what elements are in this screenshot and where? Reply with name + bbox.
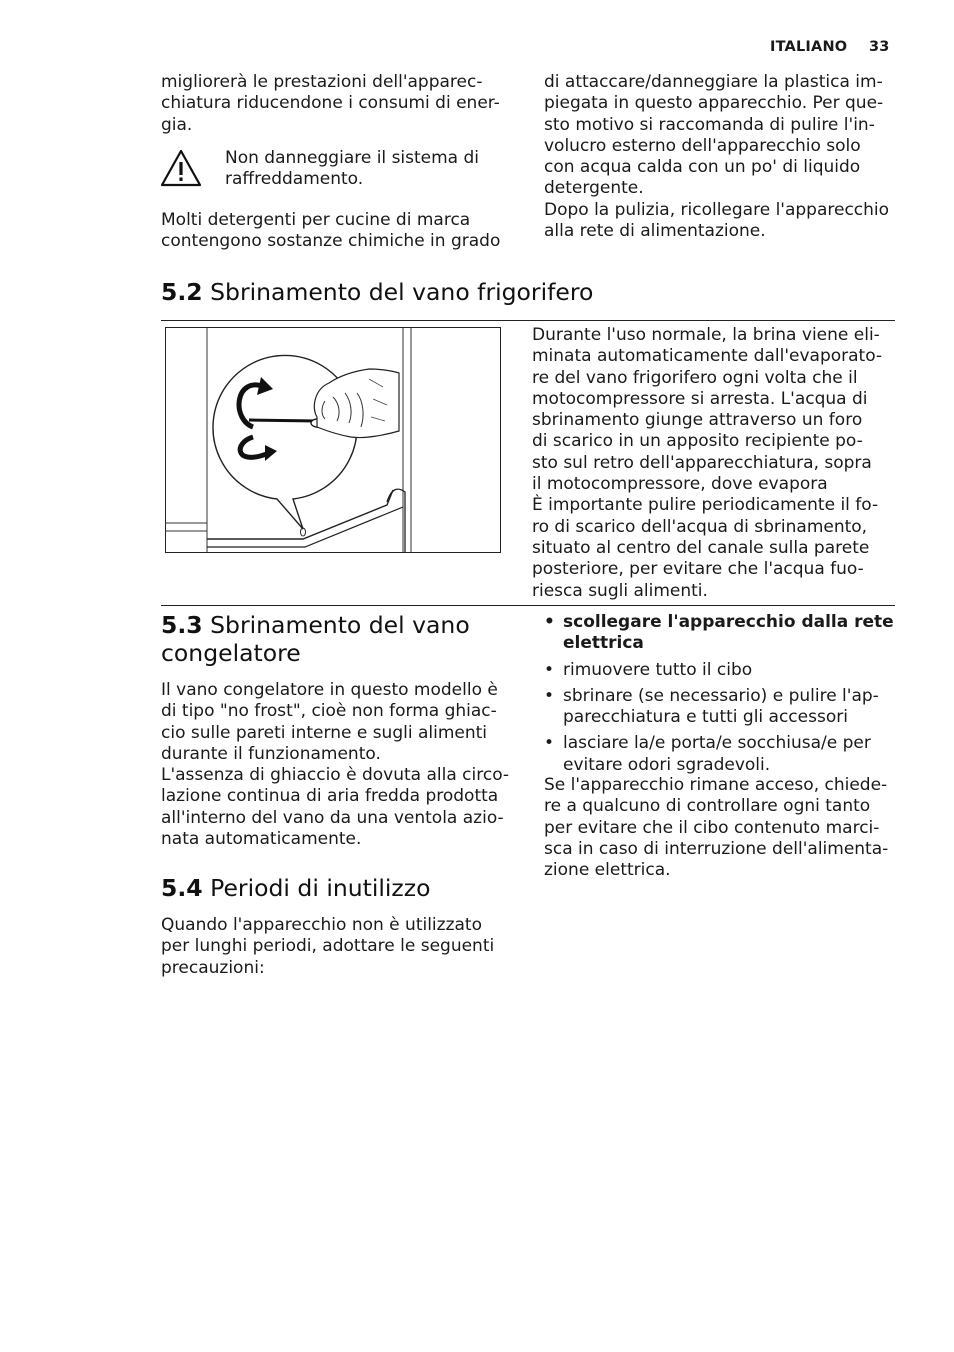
text-line: zione elettrica. [544, 860, 671, 881]
text-line: re del vano frigorifero ogni volta che il [532, 367, 858, 388]
intro-left-paragraph [161, 72, 521, 136]
text-line: Non danneggiare il sistema di [225, 148, 480, 168]
text-line: sbrinamento giunge attraverso un foro [532, 410, 863, 431]
text-line: con acqua calda con un po' di liquido [544, 157, 861, 178]
text-line: di tipo "no frost", cioè non forma ghiac- [161, 701, 497, 722]
text-line: durante il funzionamento. [161, 743, 381, 764]
text-line: Durante l'uso normale, la brina viene eli- [532, 325, 880, 345]
text-line: • scollegare l'apparecchio dalla rete [563, 612, 894, 632]
section-heading-5-3 [161, 611, 521, 667]
section-5-4-after-paragraph [544, 775, 904, 881]
section-rule [161, 320, 895, 321]
text-line: alla rete di alimentazione. [544, 221, 766, 242]
section-number: 5.3 [161, 611, 203, 639]
text-line: Quando l'apparecchio non è utilizzato [161, 915, 482, 935]
text-line: contengono sostanze chimiche in grado [161, 231, 501, 252]
text-line: di attaccare/danneggiare la plastica im- [544, 72, 883, 92]
text-line: parecchiatura e tutti gli accessori [563, 707, 848, 728]
text-line: sto motivo si raccomanda di pulire l'in- [544, 114, 875, 135]
section-title: congelatore [161, 639, 301, 667]
section-number: 5.4 [161, 874, 203, 902]
text-line: • sbrinare (se necessario) e pulire l'ap- [563, 685, 879, 706]
text-line: lazione continua di aria fredda prodotta [161, 786, 499, 807]
text-line: situato al centro del canale sulla parete [532, 537, 870, 558]
text-line: migliorerà le prestazioni dell'apparec- [161, 72, 483, 92]
section-rule [161, 605, 895, 606]
list-item [544, 660, 904, 681]
text-line: re a qualcuno di controllare ogni tanto [544, 796, 871, 817]
warning-triangle-icon [159, 148, 203, 188]
text-line: gia. [161, 114, 193, 135]
text-line: per evitare che il cibo contenuto marci- [544, 817, 880, 838]
intro-left-paragraph-2 [161, 210, 521, 253]
defrost-drain-illustration [165, 327, 501, 553]
text-line: nata automaticamente. [161, 829, 362, 850]
text-line: per lunghi periodi, adottare le seguenti [161, 936, 495, 957]
section-5-3-paragraph [161, 680, 531, 850]
text-line: sto sul retro dell'apparecchiatura, sopra [532, 452, 872, 473]
text-line: ro di scarico dell'acqua di sbrinamento, [532, 516, 868, 537]
text-line: evitare odori sgradevoli. [563, 754, 771, 775]
text-line: • lasciare la/e porta/e socchiusa/e per [563, 733, 871, 754]
text-line: posteriore, per evitare che l'acqua fuo- [532, 559, 864, 580]
text-line: il motocompressore, dove evapora [532, 474, 828, 495]
page-number: 33 [869, 39, 890, 55]
text-line: precauzioni: [161, 957, 265, 978]
intro-right-paragraph [544, 72, 904, 242]
text-line: cio sulle pareti interne e sugli alimenti [161, 722, 488, 743]
section-number: 5.2 [161, 278, 203, 306]
text-line: • rimuovere tutto il cibo [563, 659, 753, 680]
section-5-4-paragraph [161, 915, 531, 979]
section-heading-5-4 [161, 874, 430, 902]
section-5-2-paragraph [532, 325, 902, 602]
text-line: L'assenza di ghiaccio è dovuta alla circo- [161, 765, 510, 786]
text-line: sca in caso di interruzione dell'alimenta- [544, 838, 889, 859]
section-title: Periodi di inutilizzo [210, 874, 431, 902]
text-line: di scarico in un apposito recipiente po- [532, 431, 863, 452]
text-line: Se l'apparecchio rimane acceso, chiede- [544, 775, 888, 795]
text-line: volucro esterno dell'apparecchio solo [544, 135, 861, 156]
warning-text [225, 148, 525, 191]
precautions-list [544, 612, 904, 781]
text-line: detergente. [544, 178, 644, 199]
text-line: piegata in questo apparecchio. Per que- [544, 93, 884, 114]
header-language: ITALIANO [770, 39, 848, 55]
text-line: elettrica [563, 633, 644, 654]
section-title: Sbrinamento del vano [210, 611, 470, 639]
text-line: È importante pulire periodicamente il fo- [532, 495, 879, 516]
list-item [544, 733, 904, 776]
text-line: minata automaticamente dall'evaporato- [532, 346, 883, 367]
text-line: Il vano congelatore in questo modello è [161, 680, 498, 700]
text-line: chiatura riducendone i consumi di ener- [161, 93, 500, 114]
text-line: motocompressore si arresta. L'acqua di [532, 388, 868, 409]
list-item [544, 612, 904, 655]
section-heading-5-2 [161, 278, 593, 306]
text-line: riesca sugli alimenti. [532, 580, 708, 601]
text-line: all'interno del vano da una ventola azio- [161, 807, 504, 828]
text-line: Dopo la pulizia, ricollegare l'apparecchio [544, 199, 890, 220]
section-title: Sbrinamento del vano frigorifero [210, 278, 594, 306]
list-item [544, 686, 904, 729]
text-line: raffreddamento. [225, 169, 364, 190]
text-line: Molti detergenti per cucine di marca [161, 210, 471, 230]
